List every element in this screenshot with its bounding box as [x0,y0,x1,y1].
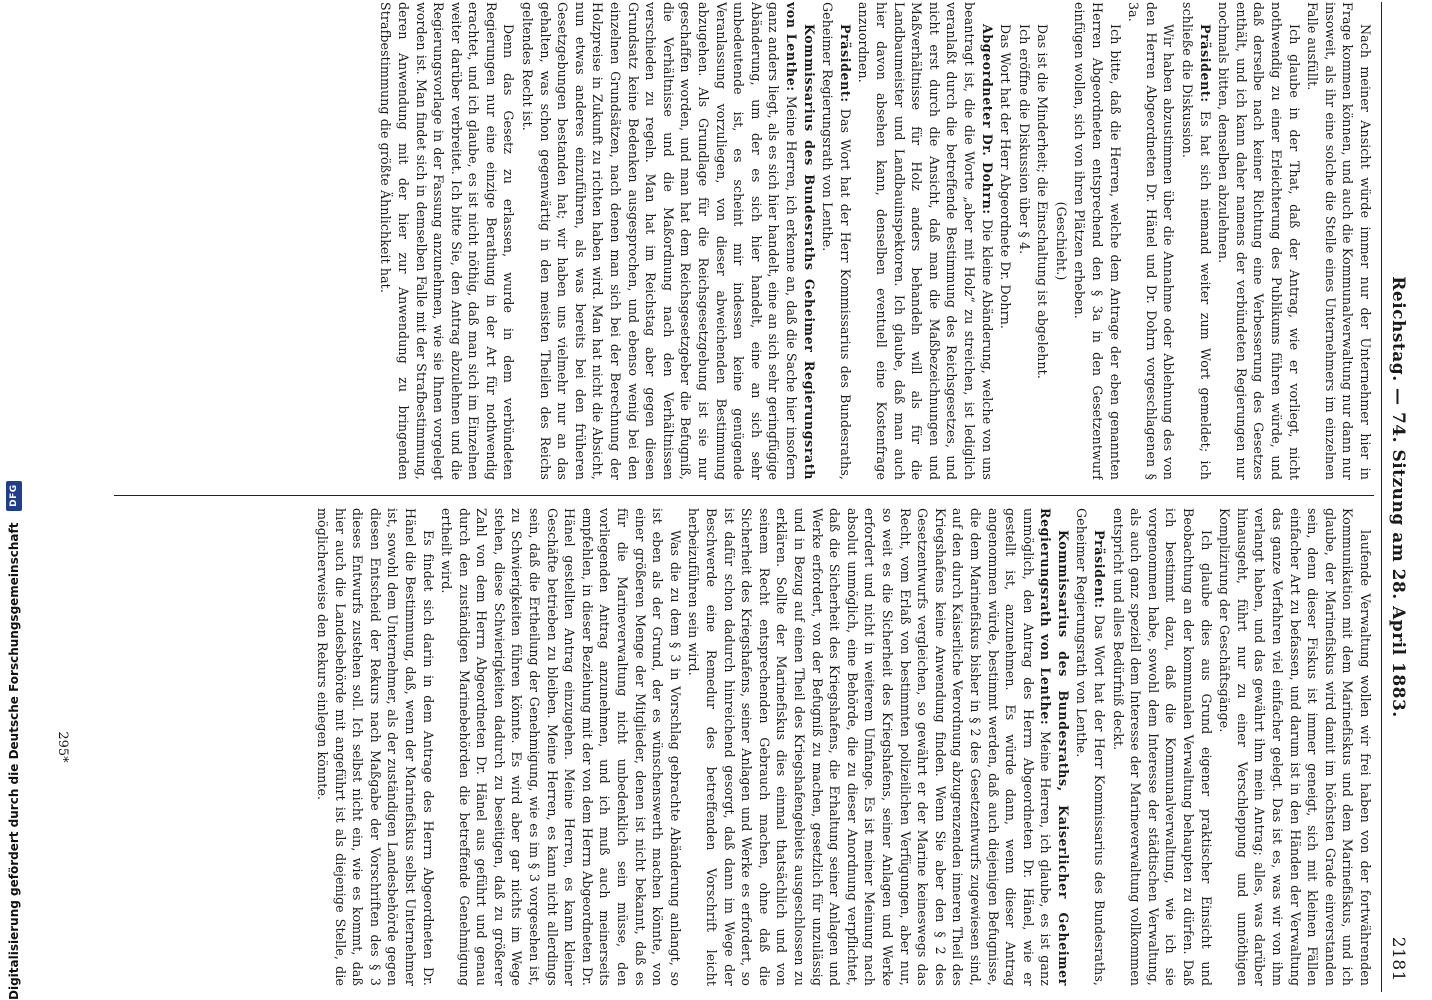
paragraph: Wir haben abzustimmen über die Annahme oder Ablehnung des von den Herren Abgeordneten Dr. Hänel und Dr. Dohrn vorgeschlagenen § 3a. [1126,2,1177,480]
paragraph: Ich eröffne die Diskussion über § 4. [1016,24,1032,255]
paragraph: Abgeordneter Dr. Dohrn: Die kleine Abänderung, welche von uns beantragt ist, die die Worte „aber mit Holz“ zu streichen, ist lediglich veranlaßt durch die betreffende Bestimmung des Reichsgesetzes, und nicht erst durch die Ansicht, daß man die Maßbezeichnungen und Maßverhältnisse für Holz anders behandeln will als für die Landbaumeister und Landbauinspektoren. Ich glaube, daß man auch hier davon absehen kann, denselben eventuell eine Kostenfrage anzuordnen. [856,2,995,480]
paragraph: Kommissarius des Bundesraths, Kaiserlicher Geheimer Regierungsrath von Lenthe: Meine Herren, ich glaube, es ist ganz unmöglich, den Antrag des Herrn Abgeordneten Dr. Hänel, wie er gestellt ist, anzunehmen. Es würde dann, wenn dieser Antrag angenommen würde, bestimmt werden, daß auch diejenigen Befugnisse, die dem Marinefiskus bisher in § 2 des Gesetzentwurfs zugewiesen sind, auf den durch Kaiserliche Verordnung abzugrenzenden inneren Theil des Kriegshafens keine Anwendung finden. Wenn Sie aber den § 2 des Gesetzentwurfs vergleichen, so gewährt er der Marine keineswegs das Recht, vom Erlaß von bestimmten polizeilichen Verfügungen, aber nur, so weit es die Sicherheit des Kriegshafens, seiner Anlagen und Werke erfordert und nicht in weiterem Umfange. Es ist meiner Meinung nach absolut unmöglich, eine Behörde, die zu dieser Anordnung verpflichtet, daß die Sicherheit des Kriegshafens, die Erhaltung seiner Anlagen und Werke erfordert, von der Befugniß zu machen, gesetzlich für unzulässig und in Bezug auf einen Theil des Kriegshafengebiets ausgeschlossen zu erklären. Sollte der Marinefiskus dies einmal thatsächlich und von seinem Recht entsprechenden Gebrauch machen, ohne daß die Sicherheit des Kriegshafens, seiner Anlagen und Werke es erfordert, so ist dafür schon dadurch hinreichend gesorgt, daß dann im Wege der Beschwerde eine Remedur des betreffenden Vorschrift leicht herbeizuführen sein wird. [686,508,1071,986]
paragraph: laufende Verwaltung wollen wir frei haben von der fortwährenden Kommunikation mit dem Marinefiskus und dem Marinefiskus, und ich glaube, der Marinefiskus wird damit im höchsten Grade einverstanden sein, denn dieser Fiskus ist immer geneigt, sich mit kleinen Fällen einfacher Art zu befassen, und darum ist in den Händen der Verwaltung das ganze Verfahren viel einfacher gelegt. Das ist es, was wir von ihm verlangt haben, und das gewährt ihm mein Antrag; alles, was darüber hinausgeht, führt nur zu einer Verschleppung und unnöthigen Komplizirung der Geschäftsgänge. [1217,508,1373,986]
page-header [1384,2,1408,992]
paragraph: Ich glaube in der That, daß der Antrag, wie er vorliegt, nicht nothwendig zu einer Erleichterung des Publikums führen würde, und daß derselbe nach keiner Richtung eine Verbesserung des Gesetzes enthält, und ich kann daher namens der verbündeten Regierungen nur nochmals bitten, denselben abzulehnen. [1216,2,1302,480]
paragraph: Präsident: Es hat sich niemand weiter zum Wort gemeldet; ich schließe die Diskussion. [1180,2,1213,480]
paragraph: Es findet sich darin in dem Antrage des Herrn Abgeordneten Dr. Hänel die Bestimmung, daß, wenn der Marinefiskus selbst Unternehmer ist, sowohl dem Unternehmer, als der zuständigen Landesbehörde gegen diesen Entscheid der Rekurs nach Maßgabe der Vorschriften des § 3 dieses Entwurfs zustehen soll. Ich selbst nicht ein, wie es kommt, daß hier auch die Landesbehörde mit angeführt ist als diejenige Stelle, die möglicherweise den Rekurs einlegen könnte. [314,508,436,986]
paragraph: Ich bitte, daß die Herren, welche dem Antrage der eben genannten Herren Abgeordneten entsprechend den § 3a in den Gesetzentwurf einfügen wollen, sich von ihren Plätzen erheben. [1072,2,1123,480]
column-left [34,2,1374,480]
paragraph: (Geschieht.) [1053,201,1069,281]
speaker-label: Präsident: [837,24,853,103]
speaker-label: Abgeordneter Dr. Dohrn: [979,24,995,215]
rotated-newspaper-page [22,2,1422,992]
speaker-label: Kommissarius des Bundesraths, Kaiserlicher Geheimer Regierungsrath von Lenthe: [1038,508,1071,986]
speaker-label: Kommissarius des Bundesraths Geheimer Regierungsrath von Lenthe: [784,2,817,480]
paragraph: Denn das Gesetz zu erlassen, wurde in dem verbündeten Regierungen nur eine einzige Berathung in der Art für nothwendig erachtet, und ich glaube, es ist nicht nöthig, daß man sich im Einzelnen weiter darüber verbreitet. Ich bitte Sie, den Antrag abzulehnen und die Regierungsvorlage in der Fassung anzunehmen, wie sie Ihnen vorgelegt worden ist. Man findet sich in demselben Falle mit der Strafbestimmung, deren Anwendung mit der hier zur Anwendung zu bringenden Strafbestimmung die größte Ähnlichkeit hat. [378,2,517,480]
credit-text: Digitalisierung gefördert durch die Deutsche Forschungsgemeinschaft [7,522,21,1000]
header-rule [1381,2,1382,992]
paragraph: Das ist die Minderheit; die Einschaltung ist abgelehnt. [1035,24,1051,379]
speaker-label: Präsident: [1197,24,1213,103]
column-divider [114,495,1374,496]
paragraph: Das Wort hat der Herr Abgeordnete Dr. Dohrn. [998,24,1014,330]
header-title: Reichstag. — 74. Sitzung am 28. April 1883. [1388,276,1408,718]
dfg-logo: DFG [6,481,22,511]
page-number: 2181 [1388,936,1408,982]
digitization-credit [2,0,26,1000]
paragraph: Ich glaube dies aus Grund eigener praktischer Einsicht und Beobachtung an der kommunalen Verwaltung behaupten zu dürfen. Daß ich bestimmt dazu, daß die Kommunalverwaltung, wie ich sie vorgenommen habe, sowohl dem Interesse der städtischen Verwaltung, als auch ganz speziell dem Interesse der Marineverwaltung vollkommen entspricht und alles Bedürfniß deckt. [1110,508,1214,986]
paragraph: Präsident: Das Wort hat der Herr Kommissarius des Bundesraths, Geheimer Regierungsrath von Lenthe. [820,2,853,480]
sheet-signature: 295* [55,731,70,763]
paragraph: Was die zu dem § 3 in Vorschlag gebrachte Abänderung anlangt, so ist eben als der Grund, der es wünschenswerth machen könnte, von einer größeren Menge der Mitglieder, denen ist nicht bekannt, daß es für die Marineverwaltung nicht unbedenklich sein müsse, den vorliegenden Antrag anzunehmen, und ich muß auch meinerseits empfehlen, in dieser Beziehung mit der von dem Herrn Abgeordneten Dr. Hänel gestellten Antrag einzugehen. Meine Herren, es kann kleiner Geschäfte betrieben zu bleiben. Meine Herren, es kann nicht allerdings sein, daß die Ertheilung der Genehmigung, wie es im § 3 vorgesehen ist, zu Schwierigkeiten führen könnte. Es wird aber gar nichts im Wege stehen, diese Schwierigkeiten dadurch zu beseitigen, daß zu größerer Zahl von dem Herrn Abgeordneten Dr. Hänel aus geführt und genau durch den zuständigen Marinebehörden die betreffende Genehmigung ertheilt wird. [439,508,683,986]
paragraph: Kommissarius des Bundesraths Geheimer Regierungsrath von Lenthe: Meine Herren, ich erkenne an, daß die Sache hier insofern ganz anders liegt, als es sich hier handelt, eine an sich sehr geringfügige Abänderung, um der es sich hier handelt, eine an sich sehr unbedeutende ist, es scheint mir indessen keine genügende Veranlassung vorzuliegen, von dieser abweichenden Bestimmung abzugehen. Als Grundlage für die Reichsgesetzgebung ist sie nur geschaffen worden, und man hat dem Reichsgesetzgeber die Befugniß, die Verhältnisse und die Maßordnung nach den Verhältnissen verschieden zu regeln. Man hat im Reichstag aber gegen diesen Grundsatz keine Bedenken ausgesprochen, und ebenso wenig bei den einzelnen Grundsätzen, nach denen man sich bei der Berechnung der Holzpreise in Zukunft zu richten haben wird. Man hat nicht die Absicht, nun etwas anderes einzuführen, als was bereits bei den früheren Gesetzgebungen bestanden hat; wir haben uns vielmehr nur an das gehalten, was schon gegenwärtig in den meisten Theilen des Reichs geltendes Recht ist. [520,2,817,480]
paragraph: Nach meiner Ansicht würde immer nur der Unternehmer hier in Frage kommen können, und auch die Kommunalverwaltung nur dann nur insoweit, als ihr eine solche die Stelle eines Unternehmers im einzelnen Falle ausfüllt. [1305,2,1373,480]
column-right [34,508,1374,986]
paragraph: Präsident: Das Wort hat der Herr Kommissarius des Bundesraths, Geheimer Regierungsrath von Lenthe. [1074,508,1108,986]
speaker-label: Präsident: [1092,530,1108,609]
